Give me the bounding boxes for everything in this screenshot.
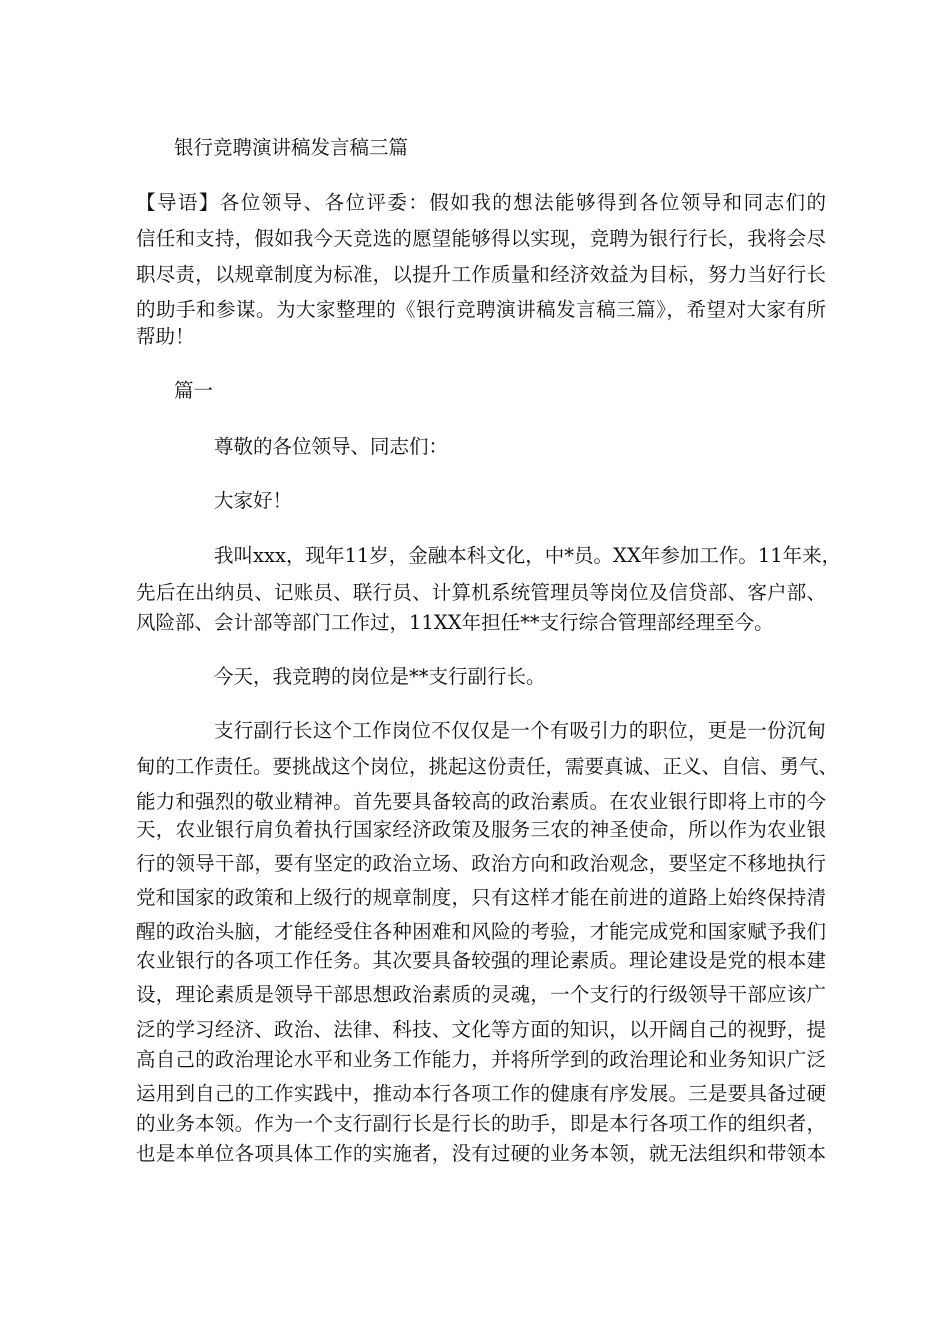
paragraph-line: 设，理论素质是领导干部思想政治素质的灵魂，一个支行的行级领导干部应该广 — [136, 983, 826, 1006]
document-title: 银行竞聘演讲稿发言稿三篇 — [174, 136, 409, 159]
paragraph-line: 风险部、会计部等部门工作过，11XX年担任**支行综合管理部经理至今。 — [136, 611, 774, 634]
paragraph-line: 泛的学习经济、政治、法律、科技、文化等方面的知识，以开阔自己的视野，提 — [136, 1018, 826, 1041]
paragraph-line: 高自己的政治理论水平和业务工作能力，并将所学到的政治理论和业务知识广泛 — [136, 1048, 826, 1071]
intro-line: 帮助！ — [136, 325, 195, 348]
paragraph-line: 党和国家的政策和上级行的规章制度，只有这样才能在前进的道路上始终保持清 — [136, 886, 826, 909]
paragraph-position: 今天，我竞聘的岗位是**支行副行长。 — [214, 665, 546, 688]
greeting: 大家好！ — [214, 489, 293, 512]
intro-line: 职尽责，以规章制度为标准，以提升工作质量和经济效益为目标，努力当好行长 — [136, 263, 826, 286]
intro-line: 的助手和参谋。为大家整理的《银行竞聘演讲稿发言稿三篇》，希望对大家有所 — [136, 298, 826, 321]
paragraph-line: 支行副行长这个工作岗位不仅仅是一个有吸引力的职位，更是一份沉甸 — [214, 719, 826, 742]
paragraph-line: 我叫xxx，现年11岁，金融本科文化，中*员。XX年参加工作。11年来， — [214, 544, 842, 567]
paragraph-line: 天，农业银行肩负着执行国家经济政策及服务三农的神圣使命，所以作为农业银 — [136, 818, 826, 841]
paragraph-line: 甸的工作责任。要挑战这个岗位，挑起这份责任，需要真诚、正义、自信、勇气、 — [136, 755, 839, 778]
paragraph-line: 能力和强烈的敬业精神。首先要具备较高的政治素质。在农业银行即将上市的今 — [136, 790, 826, 813]
intro-line: 信任和支持，假如我今天竞选的愿望能够得以实现，竞聘为银行行长，我将会尽 — [136, 227, 826, 250]
intro-line: 【导语】各位领导、各位评委：假如我的想法能够得到各位领导和同志们的 — [136, 191, 826, 214]
paragraph-line: 运用到自己的工作实践中，推动本行各项工作的健康有序发展。三是要具备过硬 — [136, 1082, 826, 1105]
paragraph-line: 醒的政治头脑，才能经受住各种困难和风险的考验，才能完成党和国家赋予我们 — [136, 920, 826, 943]
salutation: 尊敬的各位领导、同志们： — [214, 435, 449, 458]
paragraph-line: 行的领导干部，要有坚定的政治立场、政治方向和政治观念，要坚定不移地执行 — [136, 852, 826, 875]
paragraph-line: 农业银行的各项工作任务。其次要具备较强的理论素质。理论建设是党的根本建 — [136, 949, 826, 972]
paragraph-line: 先后在出纳员、记账员、联行员、计算机系统管理员等岗位及信贷部、客户部、 — [136, 581, 826, 604]
paragraph-line: 的业务本领。作为一个支行副行长是行长的助手，即是本行各项工作的组织者， — [136, 1112, 826, 1135]
paragraph-line: 也是本单位各项具体工作的实施者，没有过硬的业务本领，就无法组织和带领本 — [136, 1142, 826, 1165]
section-title: 篇一 — [174, 379, 214, 402]
